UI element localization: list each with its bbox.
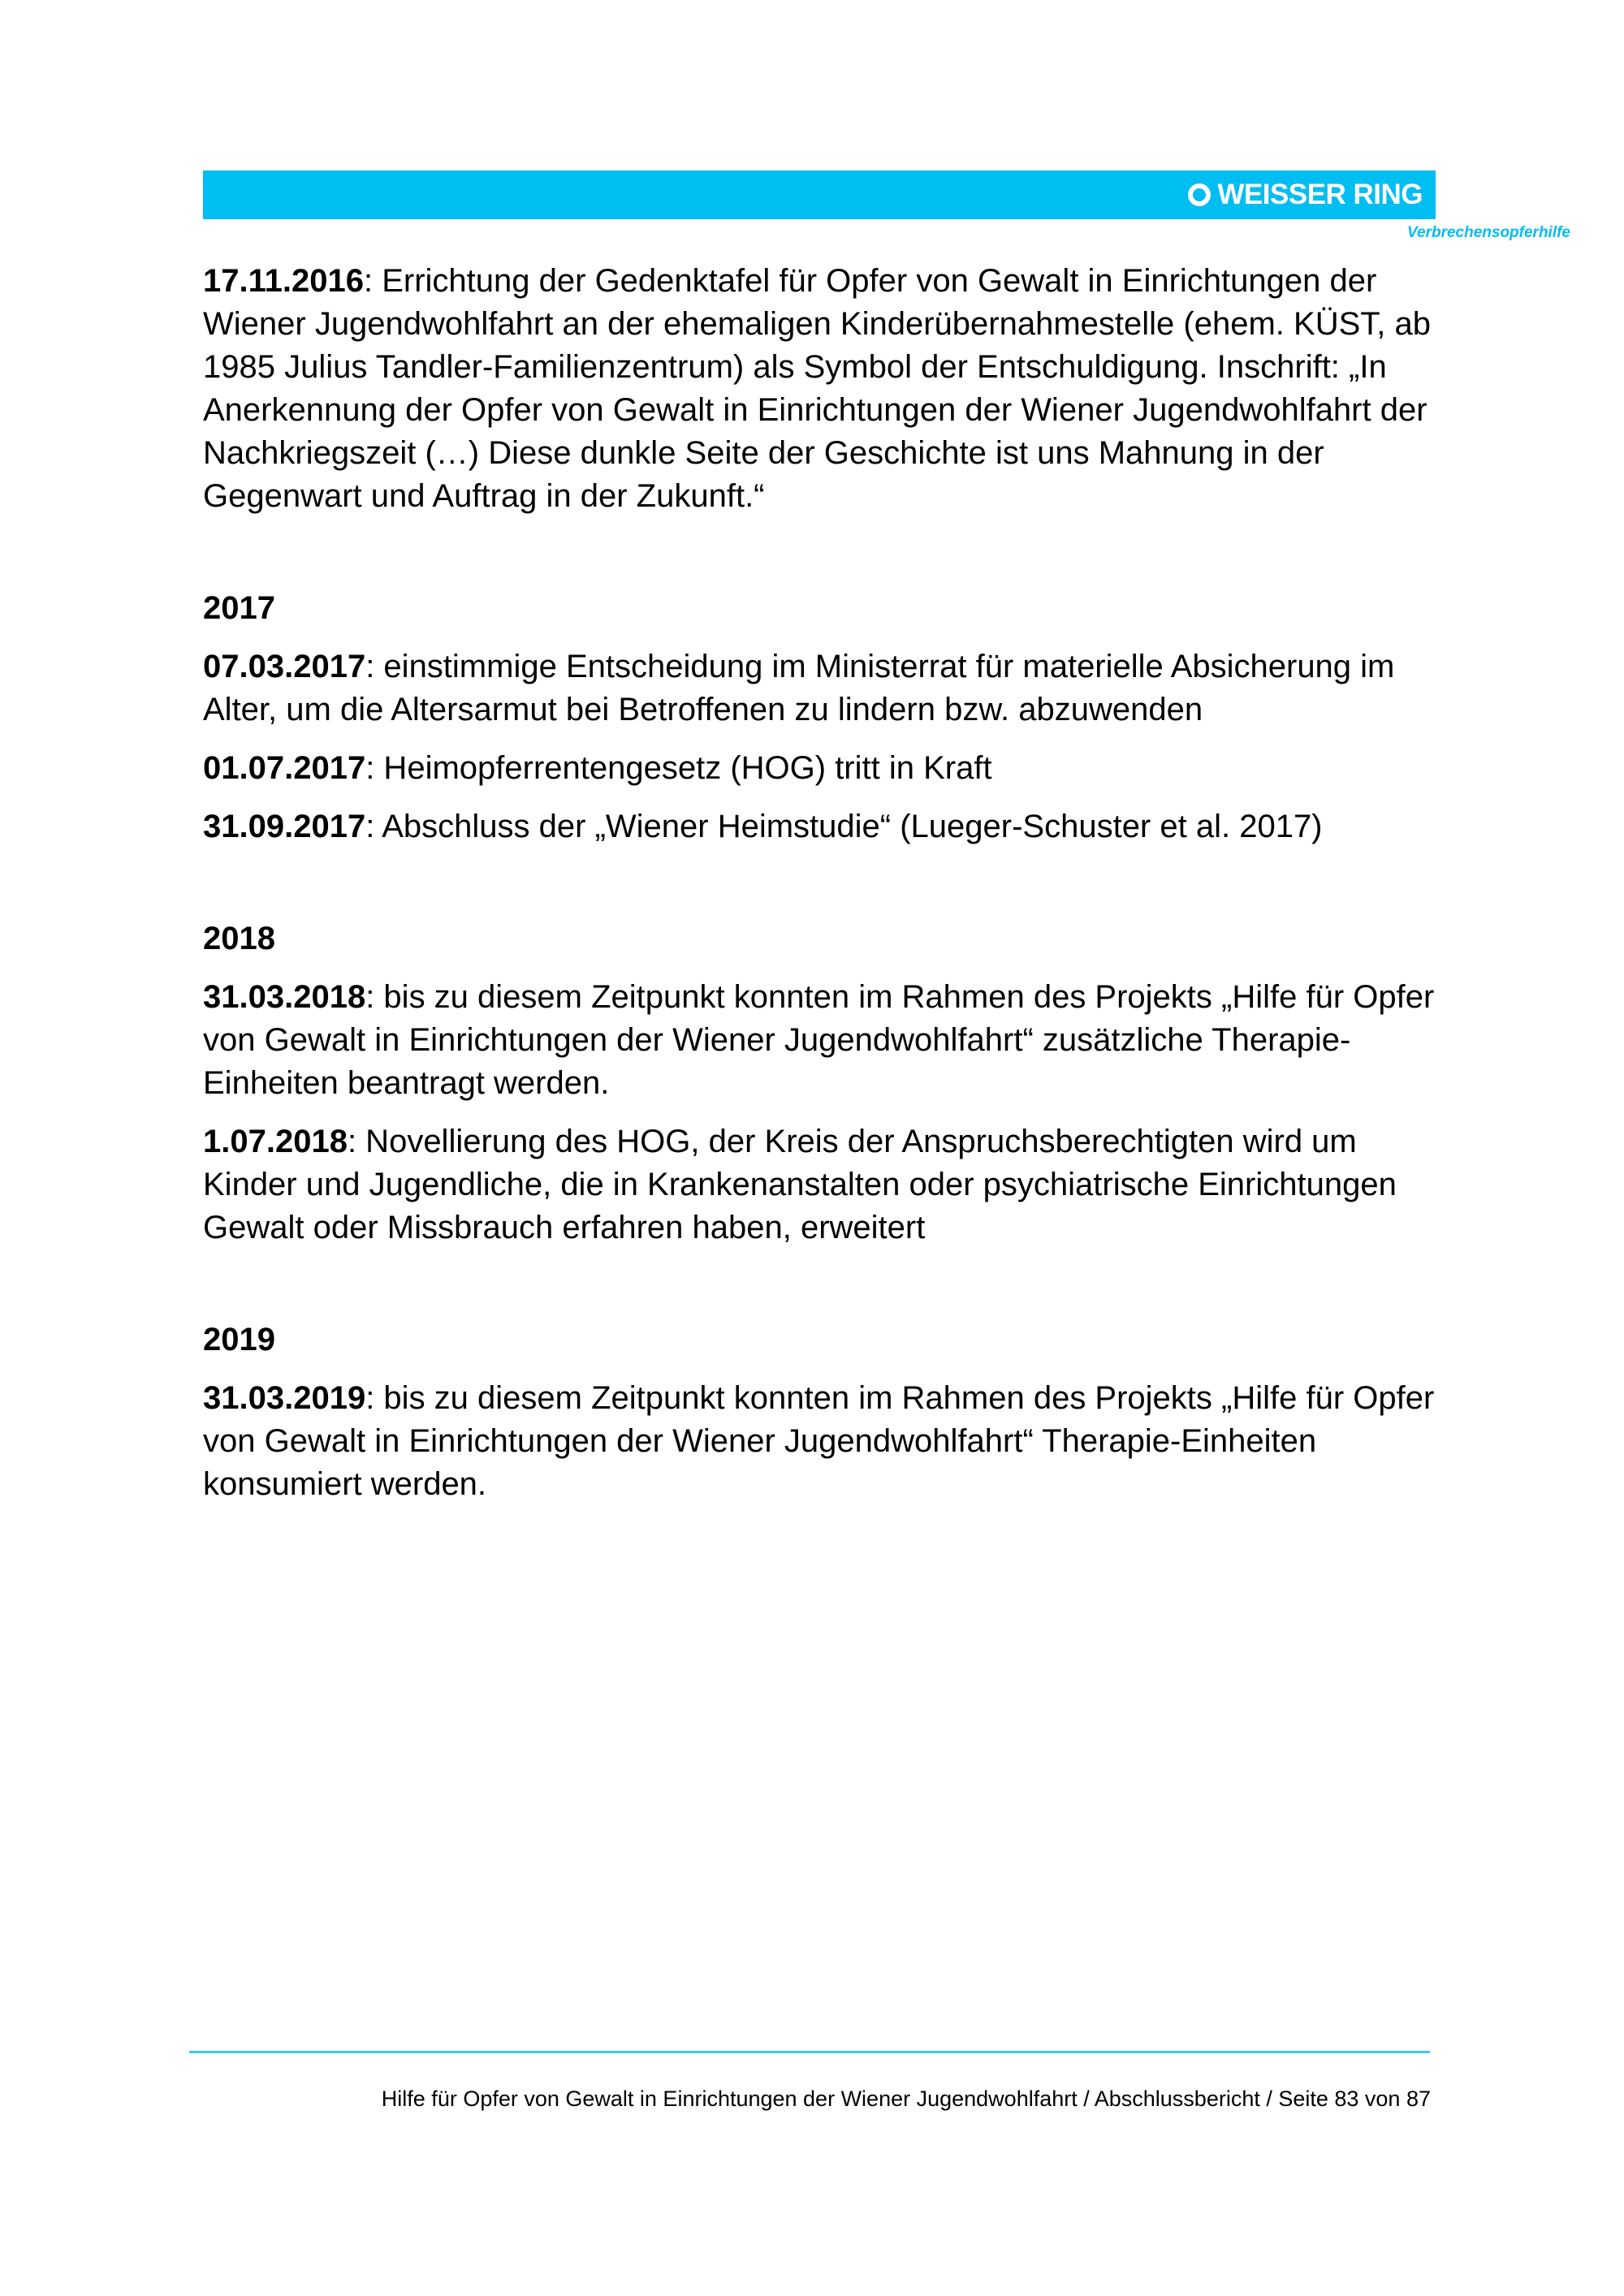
logo-text: WEISSER RING (1217, 179, 1423, 210)
timeline-entry (203, 1120, 1437, 1249)
entry-date: 17.11.2016 (203, 263, 364, 299)
entry-date: 31.09.2017 (203, 809, 366, 844)
timeline-entry (203, 976, 1437, 1105)
timeline-entry (203, 645, 1437, 732)
entry-text: : einstimmige Entscheidung im Ministerrat für materielle Absicherung im Alter, um die Altersarmut bei Betroffenen zu lindern bzw. abzuwenden (203, 649, 1395, 727)
page-footer: Hilfe für Opfer von Gewalt in Einrichtungen der Wiener Jugendwohlfahrt / Abschlussbericht / Seite 83 von 87 (381, 2087, 1431, 2111)
entry-date: 31.03.2019 (203, 1380, 366, 1416)
timeline-entry (203, 805, 1437, 848)
entry-text: : bis zu diesem Zeitpunkt konnten im Rahmen des Projekts „Hilfe für Opfer von Gewalt in Einrichtungen der Wiener Jugendwohlfahrt“ Therapie-Einheiten konsumiert werden. (203, 1380, 1435, 1502)
entry-date: 01.07.2017 (203, 750, 366, 786)
document-body (203, 260, 1437, 1521)
entry-date: 1.07.2018 (203, 1124, 348, 1159)
entry-text: : Errichtung der Gedenktafel für Opfer von Gewalt in Einrichtungen der Wiener Jugendwohlfahrt an der ehemaligen Kinderübernahmestelle (ehem. KÜST, ab 1985 Julius Tandler-Familienzentrum) als Symbol der Entschuldigung. Inschrift: „In Anerkennung der Opfer von Gewalt in Einrichtungen der Wiener Jugendwohlfahrt der Nachkriegszeit (…) Diese dunkle Seite der Geschichte ist uns Mahnung in der Gegenwart und Auftrag in der Zukunft.“ (203, 263, 1431, 514)
entry-date: 07.03.2017 (203, 649, 366, 684)
entry-text: : Novellierung des HOG, der Kreis der Anspruchsberechtigten wird um Kinder und Jugendliche, die in Krankenanstalten oder psychiatrische Einrichtungen Gewalt oder Missbrauch erfahren haben, erweitert (203, 1124, 1397, 1245)
footer-divider (189, 2051, 1430, 2053)
ring-icon (1188, 183, 1211, 206)
header-bar (203, 170, 1436, 219)
timeline-entry (203, 260, 1437, 518)
entry-text: : Heimopferrentengesetz (HOG) tritt in Kraft (365, 750, 992, 786)
entry-text: : bis zu diesem Zeitpunkt konnten im Rahmen des Projekts „Hilfe für Opfer von Gewalt in Einrichtungen der Wiener Jugendwohlfahrt“ zusätzliche Therapie-Einheiten beantragt werden. (203, 979, 1435, 1101)
year-heading: 2018 (203, 921, 275, 956)
entry-date: 31.03.2018 (203, 979, 366, 1015)
year-heading: 2017 (203, 590, 275, 626)
entry-text: : Abschluss der „Wiener Heimstudie“ (Lueger-Schuster et al. 2017) (365, 809, 1323, 844)
timeline-entry (203, 1377, 1437, 1506)
year-heading: 2019 (203, 1322, 275, 1357)
logo-tagline: Verbrechensopferhilfe (1407, 224, 1570, 241)
timeline-entry (203, 747, 1437, 790)
weisser-ring-logo (1188, 170, 1423, 219)
